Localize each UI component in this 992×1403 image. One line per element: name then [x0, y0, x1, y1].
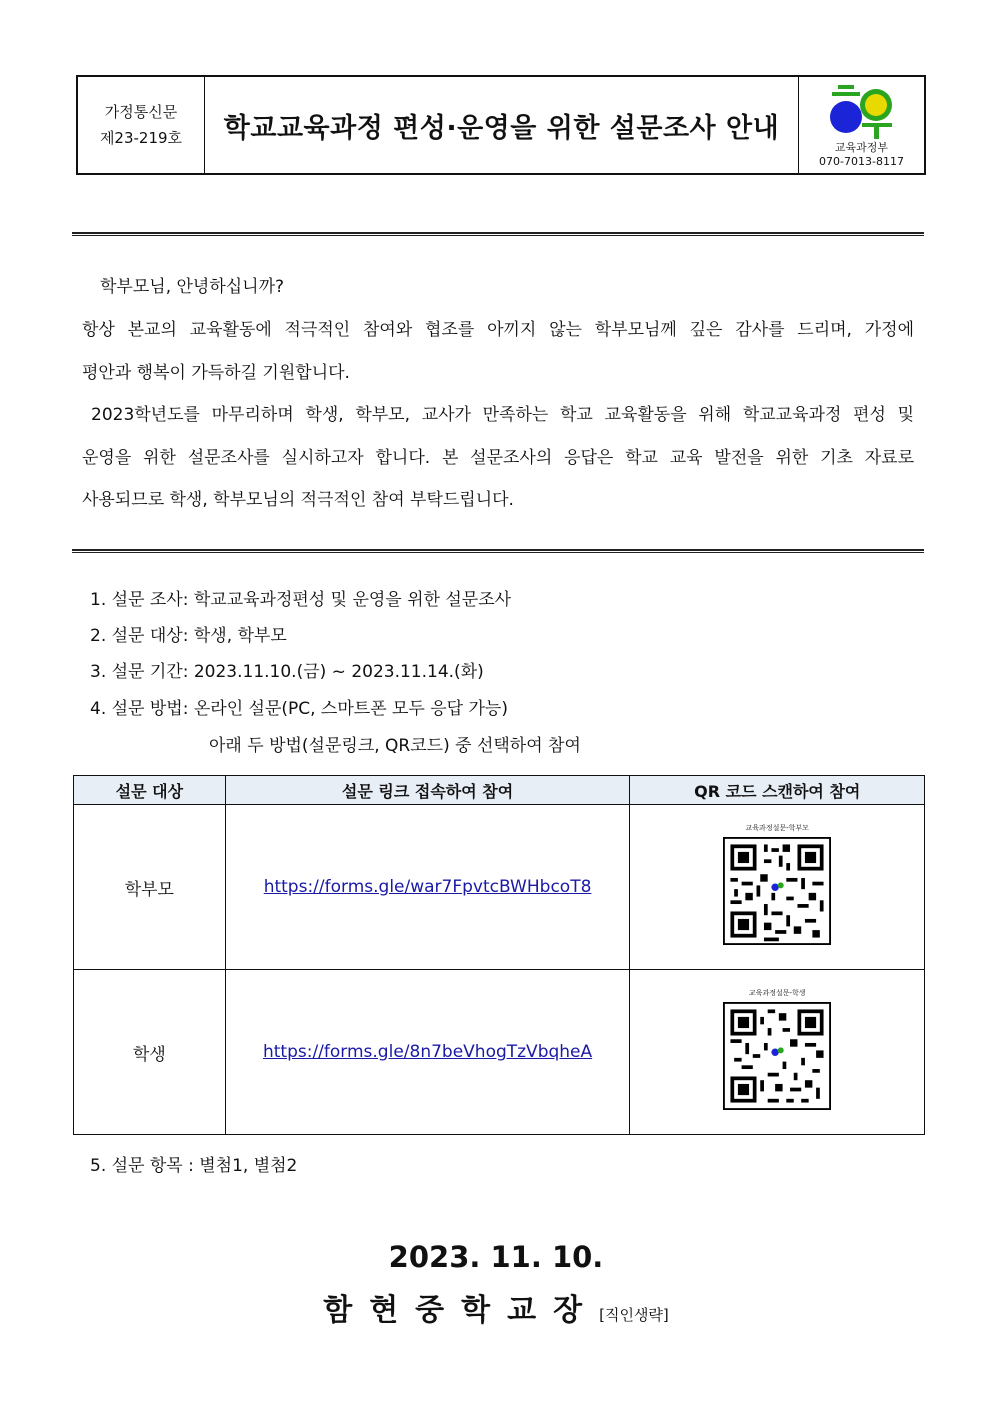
seal-note: [직인생략]	[599, 1306, 669, 1324]
qr-caption: 교육과정설문-학부모	[745, 824, 809, 832]
school-logo-icon	[826, 83, 898, 141]
qr-cell	[630, 805, 925, 970]
list-item: 5. 설문 항목 : 별첨1, 별첨2	[90, 1156, 298, 1176]
table-row	[74, 970, 925, 1135]
divider	[72, 549, 924, 553]
intro-line: 2023학년도를 마무리하며 학생, 학부모, 교사가 만족하는 학교 교육활동을 위해 학교교육과정 편성 및	[91, 405, 914, 425]
intro-line: 사용되므로 학생, 학부모님의 적극적인 참여 부탁드립니다.	[82, 490, 514, 510]
intro-line: 운영을 위한 설문조사를 실시하고자 합니다. 본 설문조사의 응답은 학교 교육 발전을 위한 기초 자료로	[82, 448, 914, 468]
divider	[72, 232, 924, 236]
survey-table	[73, 775, 925, 1135]
dept-info	[798, 77, 924, 173]
qr-code-icon[interactable]	[723, 837, 831, 945]
link-cell	[225, 970, 630, 1135]
column-header: 설문 대상	[74, 776, 226, 805]
link-cell	[225, 805, 630, 970]
survey-link[interactable]: https://forms.gle/war7FpvtcBWHbcoT8	[263, 877, 592, 897]
intro-line: 평안과 행복이 가득하길 기원합니다.	[82, 363, 350, 383]
greeting: 학부모님, 안녕하십니까?	[100, 277, 285, 297]
list-item: 3. 설문 기간: 2023.11.10.(금) ~ 2023.11.14.(화)	[90, 662, 484, 682]
dept-phone: 070-7013-8117	[819, 155, 904, 168]
column-header: 설문 링크 접속하여 참여	[225, 776, 630, 805]
qr-code-icon[interactable]	[723, 1002, 831, 1110]
notice-header	[76, 75, 926, 175]
target-cell: 학부모	[74, 805, 226, 970]
doc-number: 제23-219호	[99, 129, 183, 147]
principal-name: 함현중학교장	[323, 1293, 600, 1328]
doc-info	[78, 77, 205, 173]
dept-name: 교육과정부	[834, 141, 889, 154]
list-item: 2. 설문 대상: 학생, 학부모	[90, 626, 287, 646]
intro-line: 항상 본교의 교육활동에 적극적인 참여와 협조를 아끼지 않는 학부모님께 깊은 감사를 드리며, 가정에	[82, 320, 914, 340]
list-item: 1. 설문 조사: 학교교육과정편성 및 운영을 위한 설문조사	[90, 590, 512, 610]
table-header-row	[74, 776, 925, 805]
list-item: 4. 설문 방법: 온라인 설문(PC, 스마트폰 모두 응답 가능)	[90, 699, 508, 719]
table-row	[74, 805, 925, 970]
qr-cell	[630, 970, 925, 1135]
doc-type: 가정통신문	[104, 103, 178, 121]
survey-link[interactable]: https://forms.gle/8n7beVhogTzVbqheA	[262, 1042, 593, 1062]
signature-line	[0, 1285, 992, 1329]
list-item-sub: 아래 두 방법(설문링크, QR코드) 중 선택하여 참여	[209, 736, 581, 756]
column-header: QR 코드 스캔하여 참여	[630, 776, 925, 805]
issue-date: 2023. 11. 10.	[388, 1240, 604, 1274]
page-title: 학교교육과정 편성·운영을 위한 설문조사 안내	[223, 112, 780, 144]
target-cell: 학생	[74, 970, 226, 1135]
qr-caption: 교육과정설문-학생	[748, 989, 806, 997]
